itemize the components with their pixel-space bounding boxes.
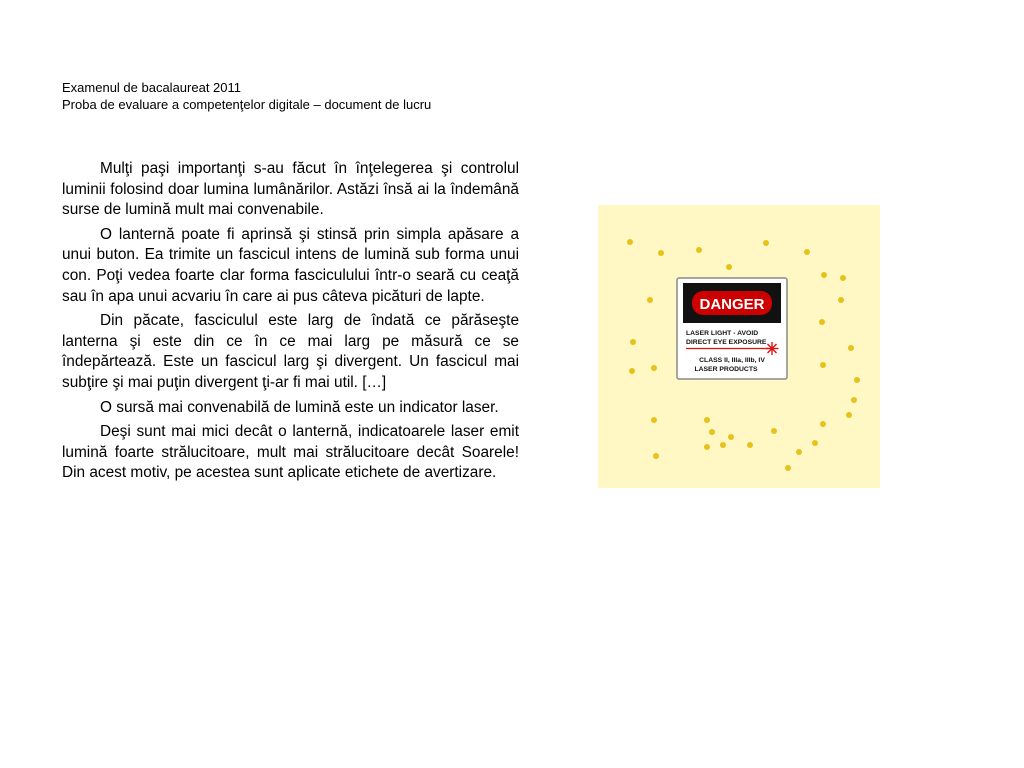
light-dot [720,442,726,448]
sign-products-line: LASER PRODUCTS [694,366,758,373]
sign-class-line: CLASS II, IIIa, IIIb, IV [699,357,765,364]
light-dot [627,239,633,245]
light-dot [821,272,827,278]
light-dot [840,275,846,281]
light-dot [854,377,860,383]
light-dot [820,362,826,368]
exam-title: Examenul de bacalaureat 2011 [62,80,241,95]
light-dot [771,428,777,434]
light-dot [763,240,769,246]
light-dot [804,249,810,255]
light-dot [819,319,825,325]
light-dot [651,365,657,371]
sign-warning-line-1: LASER LIGHT - AVOID [686,330,759,337]
light-dot [630,339,636,345]
light-dot [747,442,753,448]
light-dot [658,250,664,256]
light-dot [848,345,854,351]
light-dot [846,412,852,418]
light-dot [726,264,732,270]
document-body [62,159,519,488]
light-dot [651,417,657,423]
light-dot [785,465,791,471]
light-dot [838,297,844,303]
light-dot [728,434,734,440]
paragraph: Din păcate, fasciculul este larg de îndată ce părăseşte lanterna şi este din ce în ce mai larg pe măsură ce se îndepărtează. Este un fascicul larg şi divergent. Un fascicul mai subţire şi mai puţin divergent ţi-ar fi mai util. […] [62,312,519,391]
paragraph: O sursă mai convenabilă de lumină este un indicator laser. [100,398,499,416]
light-dot [796,449,802,455]
light-dot [696,247,702,253]
light-dot [812,440,818,446]
light-dot [653,453,659,459]
light-dot [629,368,635,374]
light-dot [820,421,826,427]
sign-warning-line-2: DIRECT EYE EXPOSURE [686,339,767,346]
light-dot [704,417,710,423]
exam-subtitle: Proba de evaluare a competenţelor digitale – document de lucru [62,97,432,112]
danger-title: DANGER [699,296,765,313]
danger-sign [677,278,787,379]
light-dot [647,297,653,303]
paragraph: O lanternă poate fi aprinsă şi stinsă prin simpla apăsare a unui buton. Ea trimite un fascicul intens de lumină sub forma unui con. Poţi vedea foarte clar forma fasciculului într-o seară cu ceaţă sau în apa unui acvariu în care ai pus câteva picături de lapte. [62,225,519,305]
light-dot [851,397,857,403]
light-dot [704,444,710,450]
paragraph: Mulţi paşi importanţi s-au făcut în înţelegerea şi controlul luminii folosind doar lumina lumânărilor. Astăzi însă ai la îndemână surse de lumină mult mai convenabile. [62,160,519,219]
laser-danger-illustration [598,205,880,488]
document-header [62,79,431,113]
paragraph: Deşi sunt mai mici decât o lanternă, indicatoarele laser emit lumină foarte strălucitoare, mult mai strălucitoare decât Soarele! Din acest motiv, pe acestea sunt aplicate etichete de avertizare. [62,423,519,482]
light-dot [709,429,715,435]
